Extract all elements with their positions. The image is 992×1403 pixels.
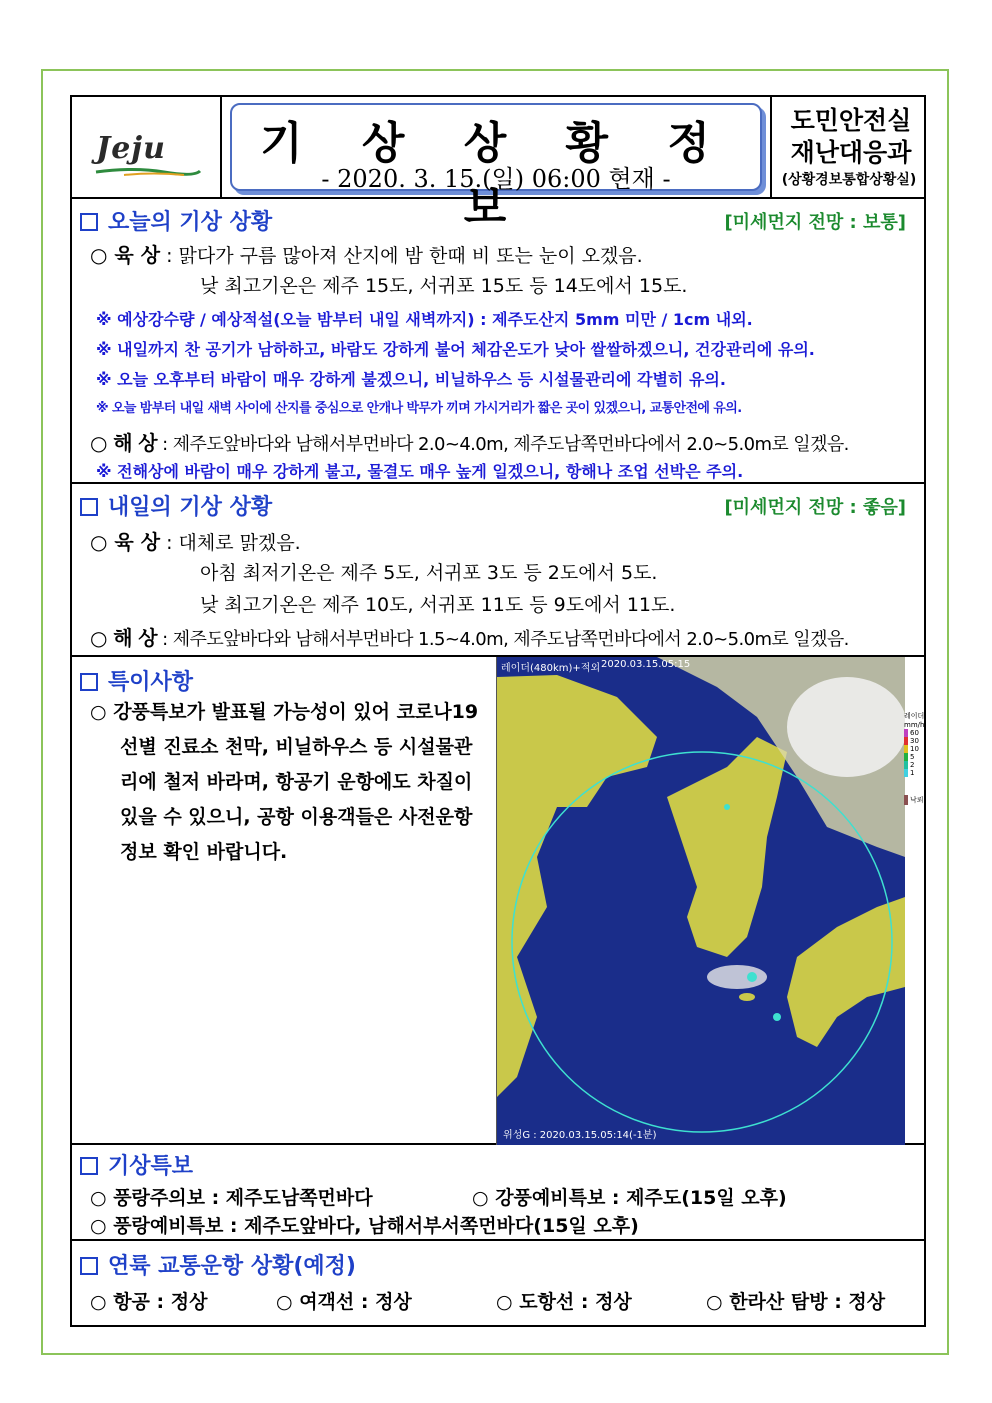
today-note-wind: ※ 오늘 오후부터 바람이 매우 강하게 불겠으니, 비닐하우스 등 시설물관리에 각별히 유의.: [96, 370, 726, 389]
warning-item1: ○ 풍랑주의보 : 제주도남쪽먼바다: [90, 1187, 373, 1209]
tomorrow-title: 내일의 기상 상황: [80, 490, 272, 521]
transport-ferry: ○ 여객선 : 정상: [276, 1291, 412, 1313]
square-bullet-icon: [80, 498, 98, 516]
square-bullet-icon: [80, 673, 98, 691]
dept-division: 재난대응과: [790, 138, 912, 167]
radar-map: [497, 657, 905, 1145]
today-sea-line: ○ 해 상 : 제주도앞바다와 남해서부먼바다 2.0~4.0m, 제주도남쪽먼바다에서 2.0~5.0m로 일겠음.: [90, 431, 849, 455]
today-note-fog: ※ 오늘 밤부터 내일 새벽 사이에 산지를 중심으로 안개나 박무가 끼며 가시거리가 짧은 곳이 있겠으니, 교통안전에 유의.: [96, 401, 742, 416]
tomorrow-land-line2: 아침 최저기온은 제주 5도, 서귀포 3도 등 2도에서 5도.: [200, 562, 658, 584]
tomorrow-section: [72, 484, 924, 657]
transport-hallasan: ○ 한라산 탐방 : 정상: [706, 1291, 886, 1313]
special-line3: 리에 철저 바라며, 항공기 운항에도 차질이: [120, 771, 473, 793]
radar-satellite-image: [496, 657, 905, 1145]
report-title: 기 상 상 황 정 보: [260, 118, 732, 233]
today-land-line2: 낮 최고기온은 제주 15도, 서귀포 15도 등 14도에서 15도.: [200, 275, 688, 297]
special-notice: [90, 695, 500, 870]
report-date: - 2020. 3. 15.(일) 06:00 현재 -: [321, 165, 671, 193]
warning-item3: ○ 풍랑예비특보 : 제주도앞바다, 남해서부서쪽먼바다(15일 오후): [90, 1215, 639, 1237]
tomorrow-land-line1: ○ 육 상 : 대체로 맑겠음.: [90, 530, 301, 554]
today-section: [72, 199, 924, 484]
transport-islandboat: ○ 도항선 : 정상: [496, 1291, 632, 1313]
logo-swoosh-icon: [94, 167, 202, 177]
special-line1: ○ 강풍특보가 발표될 가능성이 있어 코로나19: [90, 701, 479, 723]
radar-legend: 레이더 mm/h 60 30 10 5 2 1 낙뢰: [904, 711, 928, 805]
jeju-logo: Jeju: [96, 131, 166, 166]
logo-cell: [72, 97, 222, 197]
radar-footer: 위성G : 2020.03.15.05:14(-1분): [503, 1130, 657, 1141]
today-dust-outlook: [미세먼지 전망 : 보통]: [724, 212, 906, 233]
special-line2: 선별 진료소 천막, 비닐하우스 등 시설물관: [120, 736, 473, 758]
weather-report: [70, 95, 926, 1327]
today-land-line1: ○ 육 상 : 맑다가 구름 많아져 산지에 밤 한때 비 또는 눈이 오겠음.: [90, 243, 643, 267]
warning-item2: ○ 강풍예비특보 : 제주도(15일 오후): [472, 1187, 787, 1209]
transport-section: [72, 1241, 924, 1327]
today-title: 오늘의 기상 상황: [80, 205, 272, 236]
title-box: [230, 103, 762, 233]
radar-header-time: 2020.03.15.05:15: [601, 659, 691, 670]
today-note-cold: ※ 내일까지 찬 공기가 남하하고, 바람도 강하게 불어 체감온도가 낮아 쌀쌀하겠으니, 건강관리에 유의.: [96, 340, 815, 359]
today-note-precip: ※ 예상강수량 / 예상적설(오늘 밤부터 내일 새벽까지) : 제주도산지 5mm 미만 / 1cm 내외.: [96, 310, 753, 329]
dept-room: (상황경보통합상황실): [781, 172, 917, 188]
radar-header-label: 레이더(480km)+적외: [501, 663, 601, 674]
tomorrow-dust-outlook: [미세먼지 전망 : 좋음]: [724, 497, 906, 518]
tomorrow-land-line3: 낮 최고기온은 제주 10도, 서귀포 11도 등 9도에서 11도.: [200, 594, 676, 616]
warnings-section: [72, 1145, 924, 1241]
tomorrow-sea-line: ○ 해 상 : 제주도앞바다와 남해서부먼바다 1.5~4.0m, 제주도남쪽먼바다에서 2.0~5.0m로 일겠음.: [90, 626, 849, 650]
special-title: 특이사항: [80, 665, 193, 696]
transport-air: ○ 항공 : 정상: [90, 1291, 208, 1313]
special-section: [72, 657, 924, 1145]
transport-title: 연륙 교통운항 상황(예정): [80, 1249, 356, 1280]
square-bullet-icon: [80, 1157, 98, 1175]
department-cell: [770, 97, 926, 197]
square-bullet-icon: [80, 213, 98, 231]
special-line5: 정보 확인 바랍니다.: [120, 841, 288, 863]
warnings-title: 기상특보: [80, 1149, 193, 1180]
dept-office: 도민안전실: [790, 106, 912, 135]
square-bullet-icon: [80, 1257, 98, 1275]
today-note-sea: ※ 전해상에 바람이 매우 강하게 불고, 물결도 매우 높게 일겠으니, 항해나 조업 선박은 주의.: [96, 462, 744, 481]
special-line4: 있을 수 있으니, 공항 이용객들은 사전운항: [120, 806, 473, 828]
